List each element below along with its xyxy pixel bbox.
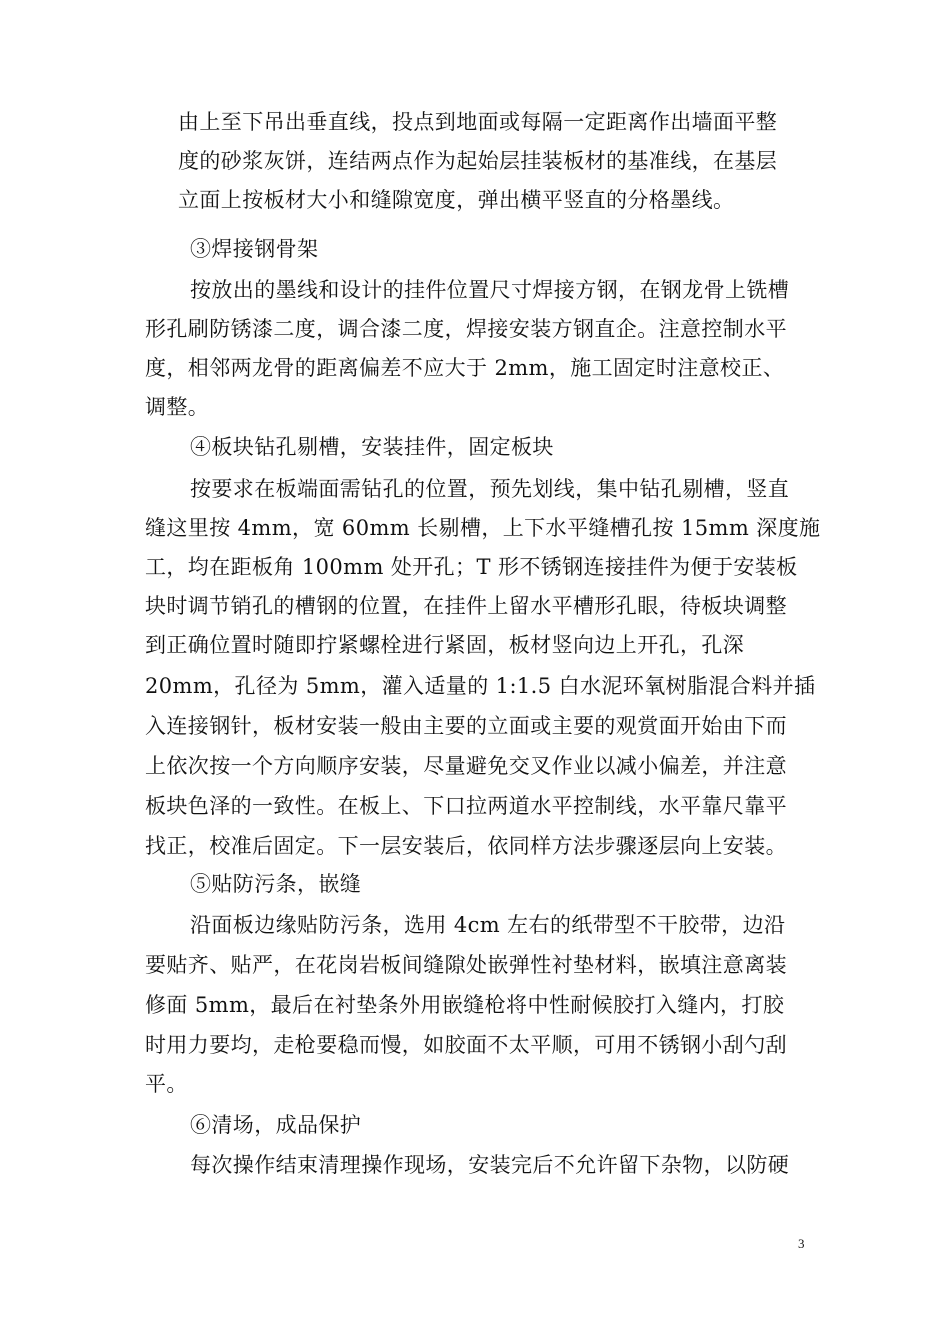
text-line: 要贴齐、贴严，在花岗岩板间缝隙处嵌弹性衬垫材料，嵌填注意离装 — [145, 953, 787, 977]
text-line: 入连接钢针，板材安装一般由主要的立面或主要的观赏面开始由下而 — [145, 714, 787, 738]
text-line: 20mm，孔径为 5mm，灌入适量的 1:1.5 白水泥环氧树脂混合料并插 — [145, 674, 816, 698]
text-line: 块时调节销孔的槽钢的位置，在挂件上留水平槽形孔眼，待板块调整 — [145, 594, 787, 618]
text-line: 板块色泽的一致性。在板上、下口拉两道水平控制线，水平靠尺靠平 — [145, 794, 787, 818]
section-heading: ③焊接钢骨架 — [190, 237, 319, 261]
text-line: 按放出的墨线和设计的挂件位置尺寸焊接方钢，在钢龙骨上铣槽 — [190, 278, 790, 302]
page-number: 3 — [798, 1236, 805, 1251]
text-line: 形孔刷防锈漆二度，调合漆二度，焊接安装方钢直企。注意控制水平 — [145, 317, 787, 341]
text-line: 调整。 — [145, 395, 210, 419]
text-line: 工，均在距板角 100mm 处开孔；T 形不锈钢连接挂件为便于安装板 — [145, 555, 798, 579]
text-line: 每次操作结束清理操作现场，安装完后不允许留下杂物，以防硬 — [190, 1153, 790, 1177]
text-line: 缝这里按 4mm，宽 60mm 长剔槽，上下水平缝槽孔按 15mm 深度施 — [145, 516, 821, 540]
text-line: 度的砂浆灰饼，连结两点作为起始层挂装板材的基准线，在基层 — [178, 149, 778, 173]
section-heading: ⑥清场，成品保护 — [190, 1113, 362, 1137]
text-line: 由上至下吊出垂直线，投点到地面或每隔一定距离作出墙面平整 — [178, 110, 778, 134]
text-line: 立面上按板材大小和缝隙宽度，弹出横平竖直的分格墨线。 — [178, 188, 735, 212]
text-line: 沿面板边缘贴防污条，选用 4cm 左右的纸带型不干胶带，边沿 — [190, 913, 786, 937]
text-line: 度，相邻两龙骨的距离偏差不应大于 2mm，施工固定时注意校正、 — [145, 356, 785, 380]
text-line: 时用力要均，走枪要稳而慢，如胶面不太平顺，可用不锈钢小刮勺刮 — [145, 1033, 787, 1057]
section-heading: ④板块钻孔剔槽，安装挂件，固定板块 — [190, 435, 554, 459]
text-line: 到正确位置时随即拧紧螺栓进行紧固，板材竖向边上开孔，孔深 — [145, 633, 745, 657]
text-line: 平。 — [145, 1072, 188, 1096]
text-line: 按要求在板端面需钻孔的位置，预先划线，集中钻孔剔槽，竖直 — [190, 477, 790, 501]
text-line: 修面 5mm，最后在衬垫条外用嵌缝枪将中性耐候胶打入缝内，打胶 — [145, 993, 785, 1017]
section-heading: ⑤贴防污条，嵌缝 — [190, 872, 362, 896]
text-line: 上依次按一个方向顺序安装，尽量避免交叉作业以减小偏差，并注意 — [145, 754, 787, 778]
text-line: 找正，校准后固定。下一层安装后，依同样方法步骤逐层向上安装。 — [145, 834, 787, 858]
